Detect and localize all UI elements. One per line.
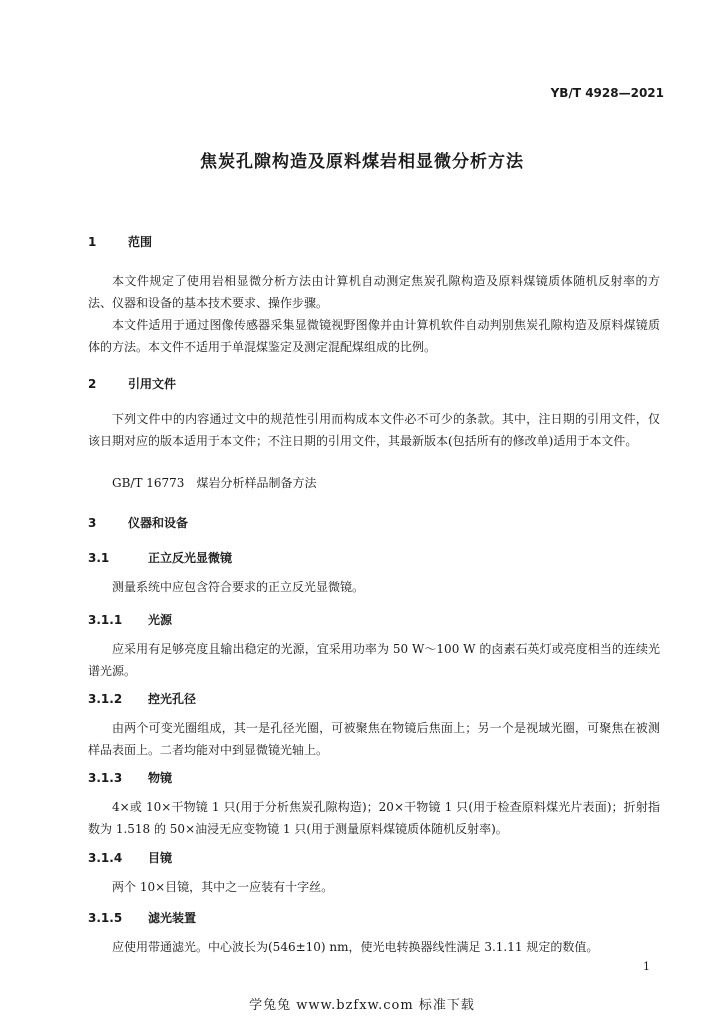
section-3-1-1-heading (88, 611, 172, 628)
section-3-1-heading (88, 549, 232, 566)
section-1-paragraph-2: 本文件适用于通过图像传感器采集显微镜视野图像并由计算机软件自动判别焦炭孔隙构造及原料煤镜质体的方法。本文件不适用于单混煤鉴定及测定混配煤组成的比例。 (88, 318, 660, 354)
section-title: 物镜 (148, 771, 173, 785)
section-number: 3.1.3 (88, 771, 123, 785)
normative-reference: GB/T 16773 煤岩分析样品制备方法 (112, 476, 317, 490)
section-number: 3 (88, 516, 97, 530)
section-3-1-5-text: 应使用带通滤光。中心波长为(546±10) nm，使光电转换器线性满足 3.1.11 规定的数值。 (112, 940, 599, 954)
section-3-1-2-text: 由两个可变光圈组成，其一是孔径光圈，可被聚焦在物镜后焦面上；另一个是视域光圈，可聚焦在被测样品表面上。二者均能对中到显微镜光轴上。 (88, 721, 660, 757)
section-number: 3.1 (88, 551, 110, 565)
standard-code: YB/T 4928—2021 (550, 86, 664, 100)
section-number: 3.1.5 (88, 911, 123, 925)
section-number: 3.1.2 (88, 692, 123, 706)
section-1-paragraph-1: 本文件规定了使用岩相显微分析方法由计算机自动测定焦炭孔隙构造及原料煤镜质体随机反射率的方法、仪器和设备的基本技术要求、操作步骤。 (88, 274, 660, 310)
section-3-1-4-text: 两个 10×目镜，其中之一应装有十字丝。 (112, 880, 334, 894)
section-2-paragraph-1: 下列文件中的内容通过文中的规范性引用而构成本文件必不可少的条款。其中，注日期的引用文件，仅该日期对应的版本适用于本文件；不注日期的引用文件，其最新版本(包括所有的修改单)适用于本文件。 (88, 412, 660, 448)
section-number: 1 (88, 235, 97, 249)
footer-watermark: 学兔兔 www.bzfxw.com 标准下载 (249, 998, 475, 1013)
section-title: 正立反光显微镜 (148, 551, 233, 565)
section-number: 3.1.4 (88, 851, 123, 865)
section-3-1-1-text: 应采用有足够亮度且输出稳定的光源，宜采用功率为 50 W～100 W 的卤素石英灯或亮度相当的连续光谱光源。 (88, 642, 660, 678)
section-title: 光源 (148, 613, 173, 627)
section-3-1-text: 测量系统中应包含符合要求的正立反光显微镜。 (112, 580, 365, 594)
section-title: 目镜 (148, 851, 173, 865)
page-number: 1 (643, 960, 650, 973)
section-number: 3.1.1 (88, 613, 123, 627)
section-1-heading (88, 233, 152, 250)
section-title: 仪器和设备 (128, 516, 189, 530)
section-3-1-2-heading (88, 690, 196, 707)
section-3-1-3-heading (88, 769, 172, 786)
section-title: 滤光装置 (148, 911, 197, 925)
section-title: 引用文件 (128, 377, 177, 391)
section-3-1-3-text: 4×或 10×干物镜 1 只(用于分析焦炭孔隙构造)；20×干物镜 1 只(用于检查原料煤光片表面)；折射指数为 1.518 的 50×油浸无应变物镜 1 只(用于测量原料煤镜质体随机反射率)。 (88, 800, 660, 836)
section-3-heading (88, 514, 188, 531)
document-title: 焦炭孔隙构造及原料煤岩相显微分析方法 (200, 152, 524, 172)
section-title: 范围 (128, 235, 153, 249)
section-3-1-5-heading (88, 909, 196, 926)
section-title: 控光孔径 (148, 692, 197, 706)
section-2-heading (88, 375, 176, 392)
section-3-1-4-heading (88, 849, 172, 866)
section-number: 2 (88, 377, 97, 391)
